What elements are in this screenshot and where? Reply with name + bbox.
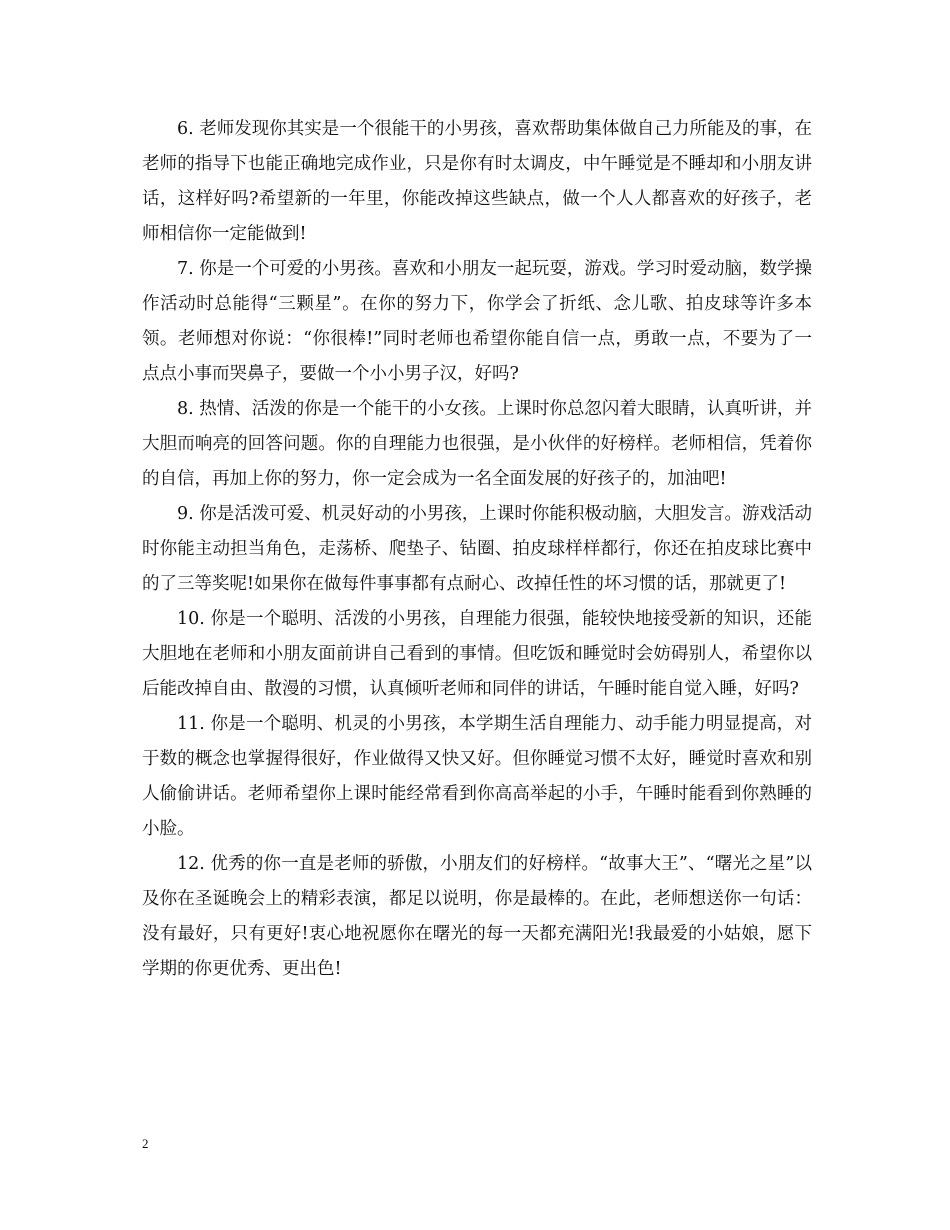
comment-paragraph-10: 10. 你是一个聪明、活泼的小男孩，自理能力很强，能较快地接受新的知识，还能大胆地在老师和小朋友面前讲自己看到的事情。但吃饭和睡觉时会妨碍别人，希望你以后能改掉自由、散漫的习惯，认真倾听老师和同伴的讲话，午睡时能自觉入睡，好吗? <box>142 609 812 699</box>
comment-paragraph-7: 7. 你是一个可爱的小男孩。喜欢和小朋友一起玩耍，游戏。学习时爱动脑，数学操作活动时总能得“三颗星”。在你的努力下，你学会了折纸、念儿歌、拍皮球等许多本领。老师想对你说：“你很棒!”同时老师也希望你能自信一点，勇敢一点，不要为了一点点小事而哭鼻子，要做一个小小男子汉，好吗? <box>142 259 812 384</box>
comment-paragraph-9: 9. 你是活泼可爱、机灵好动的小男孩，上课时你能积极动脑，大胆发言。游戏活动时你能主动担当角色，走荡桥、爬垫子、钻圈、拍皮球样样都行，你还在拍皮球比赛中的了三等奖呢!如果你在做每件事事都有点耐心、改掉任性的坏习惯的话，那就更了! <box>142 504 812 594</box>
page-number: 2 <box>142 1136 149 1151</box>
comment-paragraph-12: 12. 优秀的你一直是老师的骄傲，小朋友们的好榜样。“故事大王”、“曙光之星”以及你在圣诞晚会上的精彩表演，都足以说明，你是最棒的。在此，老师想送你一句话：没有最好，只有更好!衷心地祝愿你在曙光的每一天都充满阳光!我最爱的小姑娘，愿下学期的你更优秀、更出色! <box>142 854 812 979</box>
document-body <box>142 112 812 987</box>
comment-paragraph-6: 6. 老师发现你其实是一个很能干的小男孩，喜欢帮助集体做自己力所能及的事，在老师的指导下也能正确地完成作业，只是你有时太调皮，中午睡觉是不睡却和小朋友讲话，这样好吗?希望新的一年里，你能改掉这些缺点，做一个人人都喜欢的好孩子，老师相信你一定能做到! <box>142 119 812 244</box>
comment-paragraph-11: 11. 你是一个聪明、机灵的小男孩，本学期生活自理能力、动手能力明显提高，对于数的概念也掌握得很好，作业做得又快又好。但你睡觉习惯不太好，睡觉时喜欢和别人偷偷讲话。老师希望你上课时能经常看到你高高举起的小手，午睡时能看到你熟睡的小脸。 <box>142 714 812 839</box>
comment-paragraph-8: 8. 热情、活泼的你是一个能干的小女孩。上课时你总忽闪着大眼睛，认真听讲，并大胆而响亮的回答问题。你的自理能力也很强，是小伙伴的好榜样。老师相信，凭着你的自信，再加上你的努力，你一定会成为一名全面发展的好孩子的，加油吧! <box>142 399 812 489</box>
